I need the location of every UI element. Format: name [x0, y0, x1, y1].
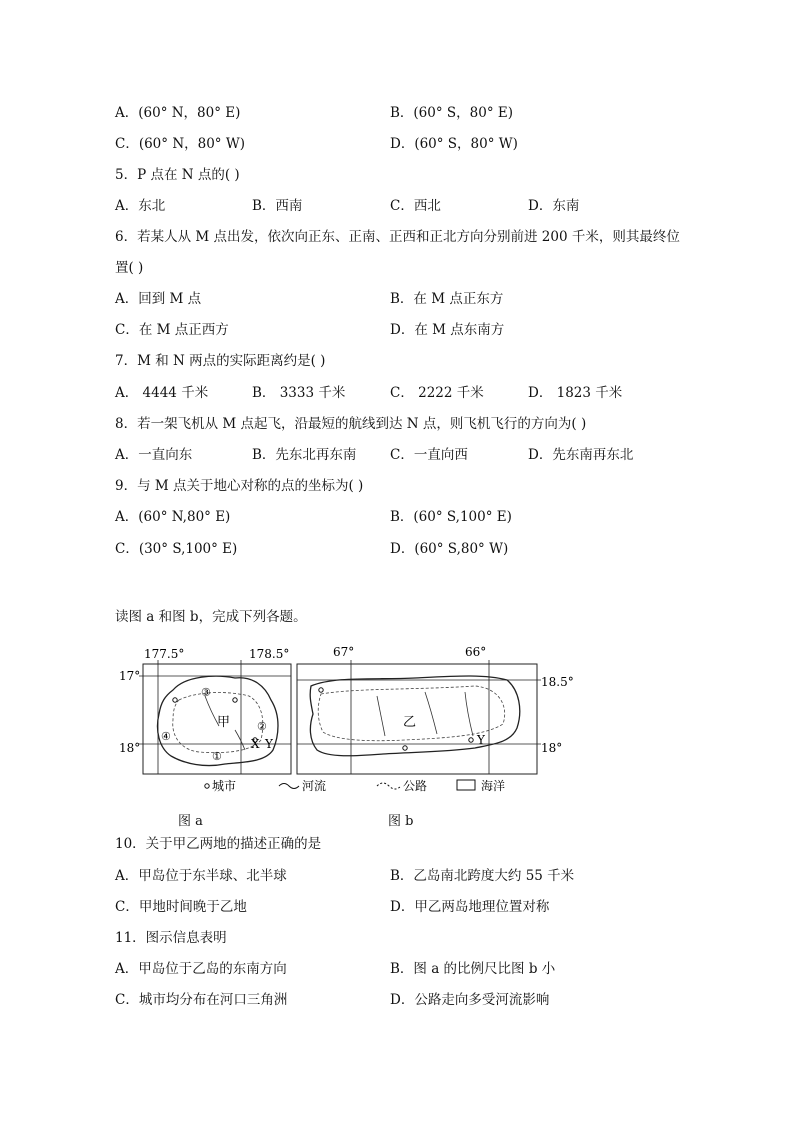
- q6-stem-line1: 6．若某人从 M 点出发，依次向正东、正南、正西和正北方向分别前进 200 千米，则其最终位: [115, 229, 680, 245]
- map-a-lon-right: 178.5°: [249, 647, 290, 661]
- map-b-label-y: Y: [477, 733, 485, 747]
- q5-option-a: A．东北: [115, 198, 166, 214]
- q7-option-a: A． 4444 千米: [115, 385, 209, 401]
- q4-option-c: C．(60° N，80° W): [115, 136, 245, 152]
- q5-option-d: D．东南: [528, 198, 580, 214]
- caption-fig-b: 图 b: [388, 814, 414, 829]
- legend-city-icon: [205, 784, 209, 788]
- q5-stem: 5．P 点在 N 点的( ): [115, 167, 240, 183]
- legend-city: 城市: [212, 779, 237, 793]
- caption-fig-a: 图 a: [178, 814, 203, 829]
- map-a-lat-bottom: 18°: [119, 741, 141, 755]
- q9-stem: 9．与 M 点关于地心对称的点的坐标为( ): [115, 478, 364, 494]
- q9-option-a: A．(60° N,80° E): [115, 509, 231, 525]
- q6-option-a: A．回到 M 点: [115, 291, 202, 307]
- q8-stem: 8．若一架飞机从 M 点起飞，沿最短的航线到达 N 点，则飞机飞行的方向为( ): [115, 416, 587, 432]
- q7-stem: 7．M 和 N 两点的实际距离约是( ): [115, 353, 326, 369]
- q6-stem-line2: 置( ): [115, 260, 144, 276]
- q11-option-c: C．城市均分布在河口三角洲: [115, 992, 288, 1008]
- legend-ocean-icon: [457, 780, 475, 790]
- q7-option-d: D． 1823 千米: [528, 385, 623, 401]
- q8-option-b: B．先东北再东南: [252, 447, 357, 463]
- map-a-num3: ③: [201, 686, 211, 699]
- map-a-island-label: 甲: [217, 715, 231, 730]
- q5-option-b: B．西南: [252, 198, 303, 214]
- map-a-num2: ②: [257, 720, 267, 733]
- map-b-lat-top: 18.5°: [541, 675, 574, 689]
- q8-option-c: C．一直向西: [390, 447, 468, 463]
- q9-option-d: D．(60° S,80° W): [390, 541, 509, 557]
- q10-option-b: B．乙岛南北跨度大约 55 千米: [390, 868, 575, 884]
- q6-option-d: D．在 M 点东南方: [390, 322, 505, 338]
- q8-option-d: D．先东南再东北: [528, 447, 634, 463]
- map-a-label-y: Y: [265, 737, 273, 751]
- q9-option-b: B．(60° S,100° E): [390, 509, 512, 525]
- q5-option-c: C．西北: [390, 198, 441, 214]
- q7-option-b: B． 3333 千米: [252, 385, 346, 401]
- map-a-num4: ④: [161, 730, 171, 743]
- map-b-island-label: 乙: [403, 715, 417, 730]
- legend-river: 河流: [302, 779, 327, 793]
- q11-option-d: D．公路走向多受河流影响: [390, 992, 550, 1008]
- q6-option-b: B．在 M 点正东方: [390, 291, 504, 307]
- q8-option-a: A．一直向东: [115, 447, 193, 463]
- q4-option-b: B．(60° S，80° E): [390, 105, 513, 121]
- q9-option-c: C．(30° S,100° E): [115, 541, 238, 557]
- map-b-lat-bottom: 18°: [541, 741, 563, 755]
- q11-stem: 11．图示信息表明: [115, 930, 227, 946]
- q10-option-d: D．甲乙两岛地理位置对称: [390, 899, 550, 915]
- legend-road-icon: [377, 783, 401, 789]
- q11-option-a: A．甲岛位于乙岛的东南方向: [115, 961, 287, 977]
- map-a-num1: ①: [212, 750, 222, 763]
- q7-option-c: C． 2222 千米: [390, 385, 484, 401]
- legend-road: 公路: [403, 779, 428, 793]
- q4-option-a: A．(60° N，80° E): [115, 105, 241, 121]
- island-b-river: [377, 696, 385, 736]
- q10-option-c: C．甲地时间晚于乙地: [115, 899, 247, 915]
- q6-option-c: C．在 M 点正西方: [115, 322, 229, 338]
- map-a-label-x: X: [251, 737, 260, 751]
- q10-stem: 10．关于甲乙两地的描述正确的是: [115, 836, 322, 852]
- q10-option-a: A．甲岛位于东半球、北半球: [115, 868, 287, 884]
- q11-option-b: B．图 a 的比例尺比图 b 小: [390, 961, 556, 977]
- map-a-lon-left: 177.5°: [144, 647, 185, 661]
- figure-intro: 读图 a 和图 b，完成下列各题。: [115, 609, 307, 625]
- map-a-lat-top: 17°: [119, 669, 141, 683]
- legend-ocean: 海洋: [481, 779, 506, 793]
- map-b-lon-right: 66°: [465, 645, 487, 659]
- legend-river-icon: [279, 784, 299, 789]
- map-b-lon-left: 67°: [333, 645, 355, 659]
- q4-option-d: D．(60° S，80° W): [390, 136, 518, 152]
